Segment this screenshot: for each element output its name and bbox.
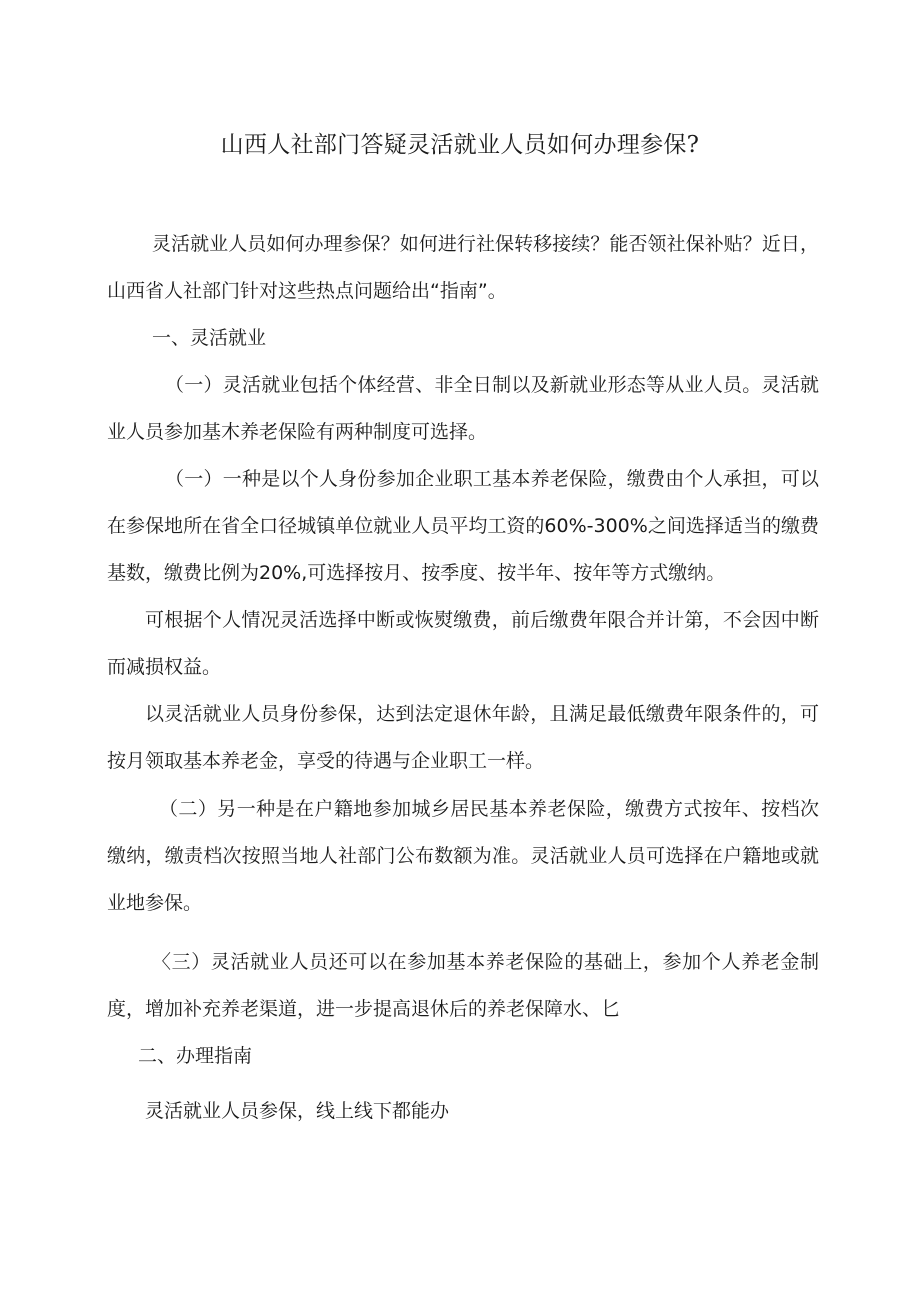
paragraph-intro: 灵活就业人员如何办理参保？如何进行社保转移接续？能否领社保补贴？近日，山西省人社部门针对这些热点问题给出“指南”。 xyxy=(107,233,819,302)
paragraph-personal-pension: 〈三）灵活就业人员还可以在参加基本养老保险的基础上，参加个人养老金制度，增加补充养老渠道，进一步提高退休后的养老保障水、匕 xyxy=(107,951,819,1020)
paragraph-retirement-benefit: 以灵活就业人员身份参保，达到法定退休年龄，且满足最低缴费年限条件的，可按月领取基本养老金，享受的待遇与企业职工一样。 xyxy=(107,703,819,772)
paragraph-definition: （一）灵活就业包括个体经营、非全日制以及新就业形态等从业人员。灵活就业人员参加基木养老保险有两种制度可选择。 xyxy=(107,374,819,443)
paragraph-enterprise-pension: （一）一种是以个人身份参加企业职工基本养老保险，缴费由个人承担，可以在参保地所在省全口径城镇单位就业人员平均工资的60%-300%之间选择适当的缴费基数，缴费比例为20%,可选择按月、按季度、按半年、按年等方式缴纳。 xyxy=(107,468,819,584)
section-heading-guide: 二、办理指南 xyxy=(138,1045,253,1067)
paragraph-resident-pension: （二）另一种是在户籍地参加城乡居民基本养老保险，缴费方式按年、按档次缴纳，缴责档次按照当地人社部门公布数额为准。灵活就业人员可选择在户籍地或就业地参保。 xyxy=(107,798,819,914)
document-title: 山西人社部门答疑灵活就业人员如何办理参保? xyxy=(220,132,700,158)
paragraph-online-offline: 灵活就业人员参保，线上线下都能办 xyxy=(145,1100,450,1122)
section-heading-flexible-employment: 一、灵活就业 xyxy=(152,327,267,349)
paragraph-interruption: 可根据个人情况灵活选择中断或恢熨缴费，前后缴费年限合并计第，不会因中断而减损权益。 xyxy=(107,609,819,678)
